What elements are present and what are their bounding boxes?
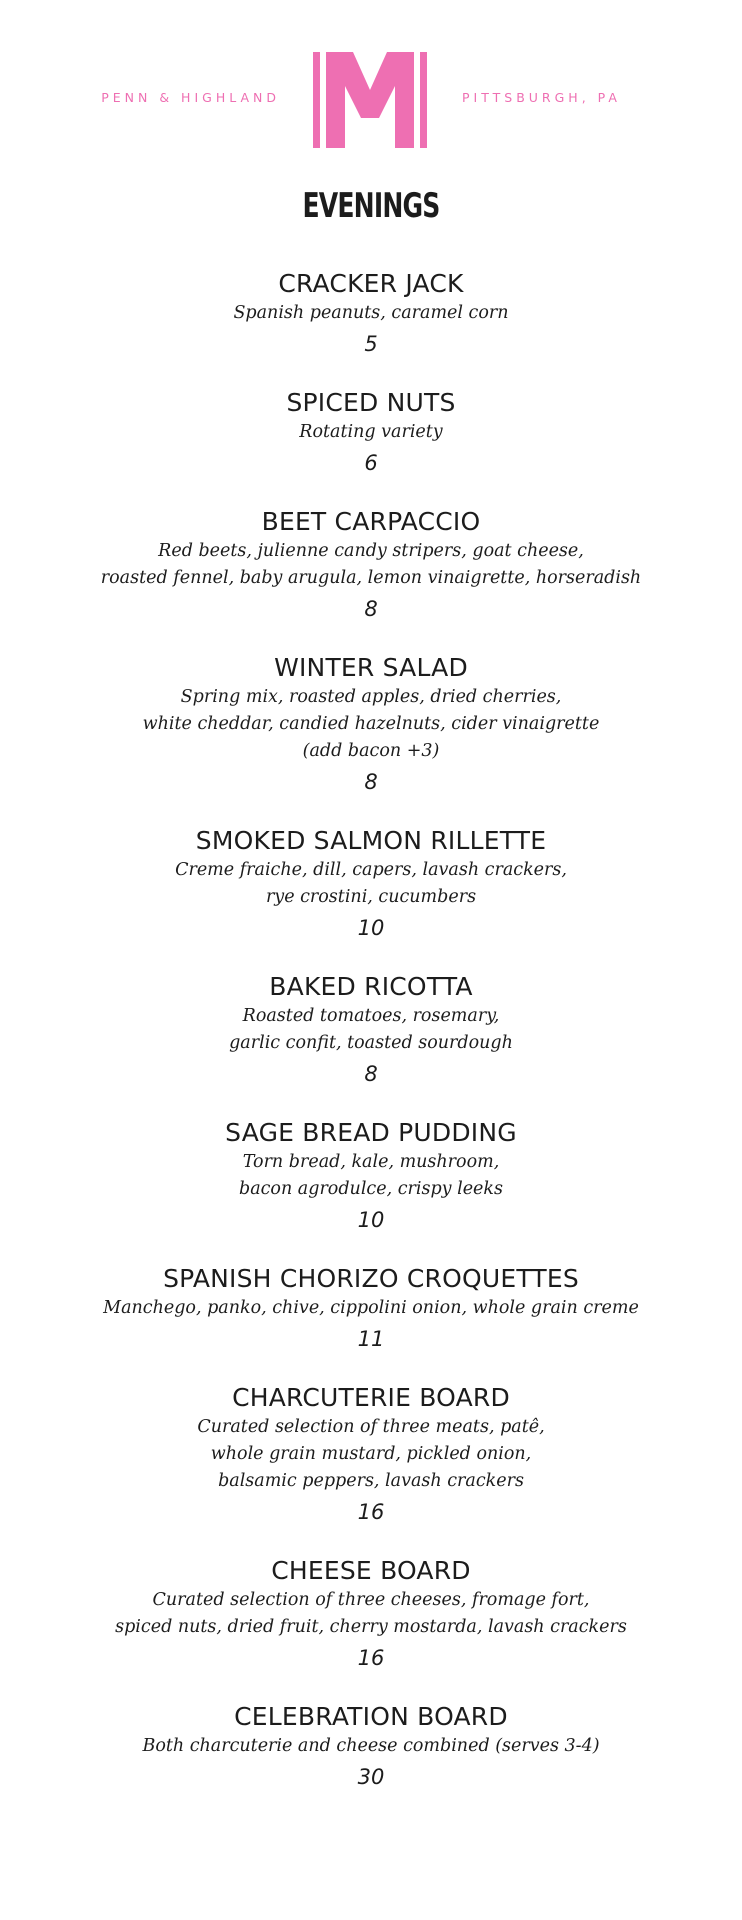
menu-header <box>0 52 742 152</box>
menu-item-name: CHEESE BOARD <box>271 1556 471 1585</box>
menu-item-price: 10 <box>357 916 385 940</box>
menu-item-description: Curated selection of three cheeses, fromage fort, spiced nuts, dried fruit, cherry mostarda, lavash crackers <box>115 1590 627 1637</box>
menu-item <box>0 387 742 480</box>
menu-item-price: 8 <box>364 597 378 621</box>
menu-item-description: Spanish peanuts, caramel corn <box>233 303 509 323</box>
menu-item-price: 30 <box>357 1765 385 1789</box>
location-city: PITTSBURGH, PA <box>462 90 621 105</box>
menu-item-price: 10 <box>357 1208 385 1232</box>
menu-item <box>0 652 742 799</box>
menu-item <box>0 1382 742 1529</box>
menu-item-price: 16 <box>357 1646 385 1670</box>
menu-item-description: Rotating variety <box>299 422 443 442</box>
menu-item-price: 8 <box>364 1062 378 1086</box>
location-street: PENN & HIGHLAND <box>101 90 280 105</box>
menu-item-description: Curated selection of three meats, patê, whole grain mustard, pickled onion, balsamic peppers, lavash crackers <box>197 1417 545 1491</box>
menu-item <box>0 268 742 361</box>
menu-item-name: SPANISH CHORIZO CROQUETTES <box>163 1264 579 1293</box>
menu-item-name: CELEBRATION BOARD <box>234 1702 508 1731</box>
menu-item <box>0 971 742 1091</box>
menu-item-name: BEET CARPACCIO <box>261 507 481 536</box>
menu-item-description: Roasted tomatoes, rosemary, garlic confit, toasted sourdough <box>229 1006 513 1053</box>
menu-item <box>0 1555 742 1675</box>
menu-item-description: Manchego, panko, chive, cippolini onion, whole grain creme <box>103 1298 639 1318</box>
menu-item-price: 16 <box>357 1500 385 1524</box>
menu-item-name: WINTER SALAD <box>274 653 468 682</box>
restaurant-logo <box>313 52 427 148</box>
menu-item-name: SAGE BREAD PUDDING <box>225 1118 517 1147</box>
menu-item <box>0 1701 742 1794</box>
menu-list <box>0 268 742 1820</box>
menu-item-description: Red beets, julienne candy stripers, goat cheese, roasted fennel, baby arugula, lemon vinaigrette, horseradish <box>100 541 642 588</box>
section-title: EVENINGS <box>302 186 440 226</box>
menu-item-description: Spring mix, roasted apples, dried cherries, white cheddar, candied hazelnuts, cider vinaigrette (add bacon +3) <box>142 687 600 761</box>
menu-item-name: SPICED NUTS <box>286 388 456 417</box>
menu-item-price: 5 <box>364 332 378 356</box>
menu-item-description: Torn bread, kale, mushroom, bacon agrodulce, crispy leeks <box>239 1152 503 1199</box>
menu-item-price: 11 <box>357 1327 385 1351</box>
menu-item-name: SMOKED SALMON RILLETTE <box>195 826 547 855</box>
menu-item-description: Both charcuterie and cheese combined (serves 3-4) <box>142 1736 600 1756</box>
menu-item <box>0 825 742 945</box>
menu-item-description: Creme fraiche, dill, capers, lavash crackers, rye crostini, cucumbers <box>175 860 567 907</box>
menu-item-name: CRACKER JACK <box>278 269 464 298</box>
menu-item <box>0 506 742 626</box>
menu-item <box>0 1117 742 1237</box>
menu-item-name: BAKED RICOTTA <box>269 972 473 1001</box>
menu-item-price: 8 <box>364 770 378 794</box>
menu-item <box>0 1263 742 1356</box>
menu-item-name: CHARCUTERIE BOARD <box>232 1383 510 1412</box>
menu-item-price: 6 <box>364 451 378 475</box>
